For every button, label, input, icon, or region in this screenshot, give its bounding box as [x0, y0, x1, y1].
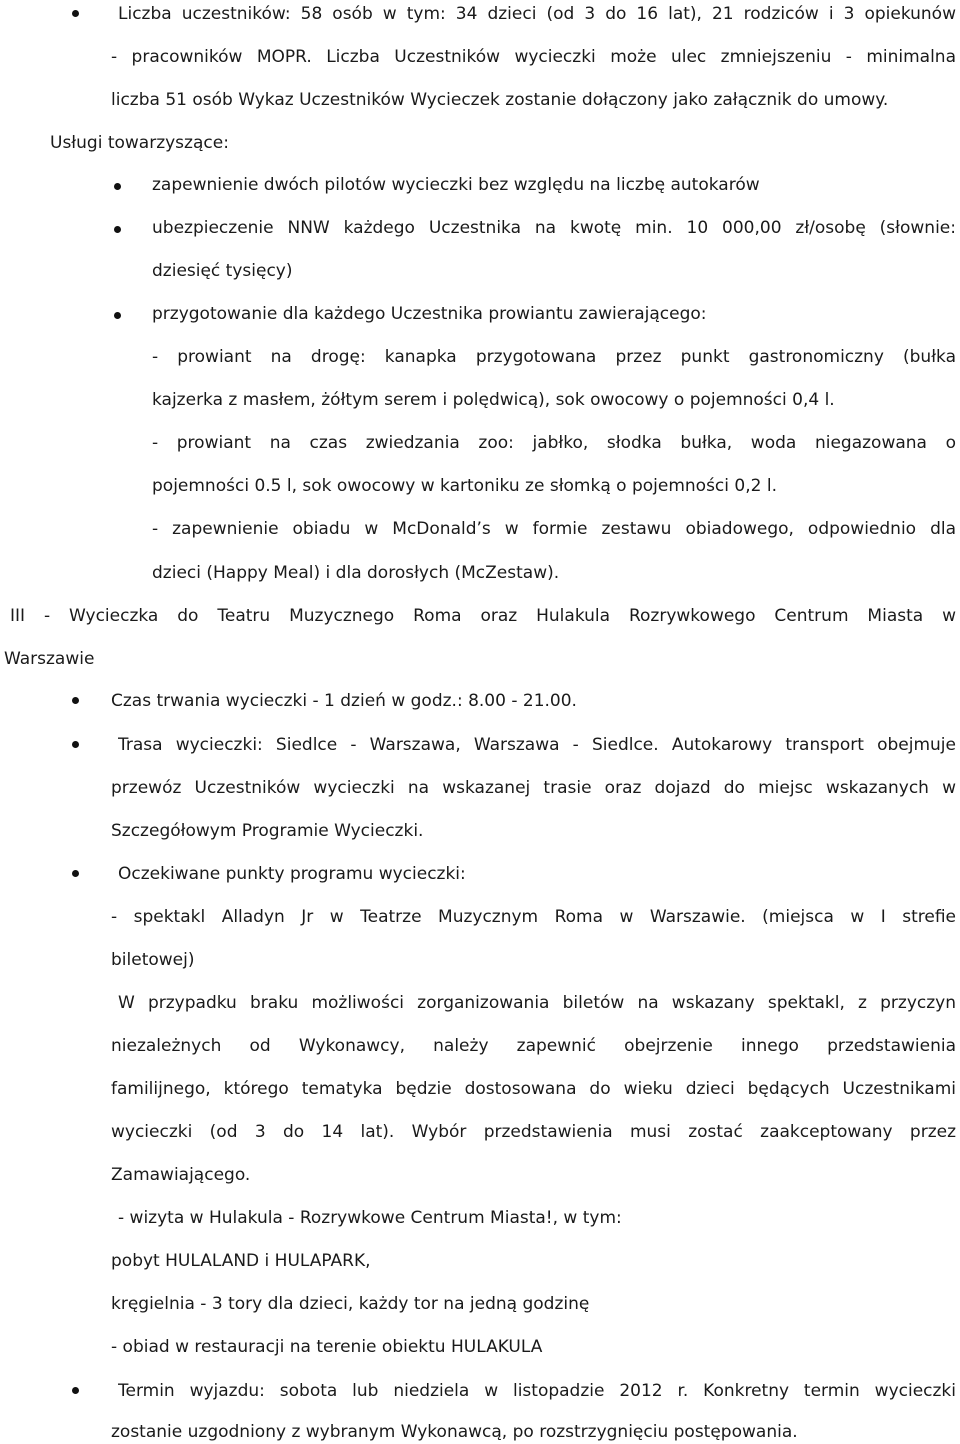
alternative-line-2: niezależnych od Wykonawcy, należy zapewnić obejrzenie innego przedstawienia: [111, 1036, 956, 1056]
bullet-term: [72, 1387, 79, 1394]
show-line-1: - spektakl Alladyn Jr w Teatrze Muzycznym Roma w Warszawie. (miejsca w I strefie: [111, 907, 956, 927]
bullet-route: [72, 741, 79, 748]
route-line-2: przewóz Uczestników wycieczki na wskazanej trasie oraz dojazd do miejsc wskazanych w: [111, 778, 956, 798]
section-3-title-line-2: Warszawie: [4, 649, 95, 669]
dinner-line-2: dzieci (Happy Meal) i dla dorosłych (McZestaw).: [152, 563, 560, 583]
lunch-item: - obiad w restauracji na terenie obiektu HULAKULA: [111, 1337, 543, 1357]
bullet-duration: [72, 697, 79, 704]
route-line-1: Trasa wycieczki: Siedlce - Warszawa, Warszawa - Siedlce. Autokarowy transport obejmuje: [118, 735, 956, 755]
participants-line-1: Liczba uczestników: 58 osób w tym: 34 dzieci (od 3 do 16 lat), 21 rodziców i 3 opiekunów: [118, 4, 956, 24]
bullet-food: [114, 312, 121, 319]
food-road-line-2: kajzerka z masłem, żółtym serem i polędwicą), sok owocowy o pojemności 0,4 l.: [152, 390, 835, 410]
term-line-1: Termin wyjazdu: sobota lub niedziela w listopadzie 2012 r. Konkretny termin wycieczki: [118, 1381, 956, 1401]
bullet-participants: [72, 10, 79, 17]
term-line-2: zostanie uzgodniony z wybranym Wykonawcą, po rozstrzygnięciu postępowania.: [111, 1422, 798, 1442]
show-line-2: biletowej): [111, 950, 195, 970]
service-pilots: zapewnienie dwóch pilotów wycieczki bez względu na liczbę autokarów: [152, 175, 760, 195]
participants-line-2: - pracowników MOPR. Liczba Uczestników wycieczki może ulec zmniejszeniu - minimalna: [111, 47, 956, 67]
dinner-line-1: - zapewnienie obiadu w McDonald’s w formie zestawu obiadowego, odpowiednio dla: [152, 519, 956, 539]
bullet-program: [72, 870, 79, 877]
food-road-line-1: - prowiant na drogę: kanapka przygotowana przez punkt gastronomiczny (bułka: [152, 347, 956, 367]
services-heading: Usługi towarzyszące:: [50, 133, 229, 153]
service-insurance-line-1: ubezpieczenie NNW każdego Uczestnika na kwotę min. 10 000,00 zł/osobę (słownie:: [152, 218, 956, 238]
section-3-title-line-1: III - Wycieczka do Teatru Muzycznego Roma oraz Hulakula Rozrywkowego Centrum Miasta w: [10, 606, 956, 626]
service-insurance-line-2: dziesięć tysięcy): [152, 261, 293, 281]
alternative-line-3: familijnego, którego tematyka będzie dostosowana do wieku dzieci będących Uczestnikami: [111, 1079, 956, 1099]
service-food-heading: przygotowanie dla każdego Uczestnika prowiantu zawierającego:: [152, 304, 707, 324]
bowling-item: kręgielnia - 3 tory dla dzieci, każdy tor na jedną godzinę: [111, 1294, 590, 1314]
bullet-insurance: [114, 226, 121, 233]
alternative-line-5: Zamawiającego.: [111, 1165, 251, 1185]
program-heading: Oczekiwane punkty programu wycieczki:: [118, 864, 466, 884]
food-zoo-line-2: pojemności 0.5 l, sok owocowy w kartoniku ze słomką o pojemności 0,2 l.: [152, 476, 777, 496]
route-line-3: Szczegółowym Programie Wycieczki.: [111, 821, 424, 841]
hulakula-heading: - wizyta w Hulakula - Rozrywkowe Centrum Miasta!, w tym:: [118, 1208, 622, 1228]
alternative-line-1: W przypadku braku możliwości zorganizowania biletów na wskazany spektakl, z przyczyn: [118, 993, 956, 1013]
bullet-pilots: [114, 183, 121, 190]
trip-duration: Czas trwania wycieczki - 1 dzień w godz.: 8.00 - 21.00.: [111, 691, 577, 711]
alternative-line-4: wycieczki (od 3 do 14 lat). Wybór przedstawienia musi zostać zaakceptowany przez: [111, 1122, 956, 1142]
participants-line-3: liczba 51 osób Wykaz Uczestników Wycieczek zostanie dołączony jako załącznik do umowy.: [111, 90, 889, 110]
food-zoo-line-1: - prowiant na czas zwiedzania zoo: jabłko, słodka bułka, woda niegazowana o: [152, 433, 956, 453]
hulaland-item: pobyt HULALAND i HULAPARK,: [111, 1251, 371, 1271]
